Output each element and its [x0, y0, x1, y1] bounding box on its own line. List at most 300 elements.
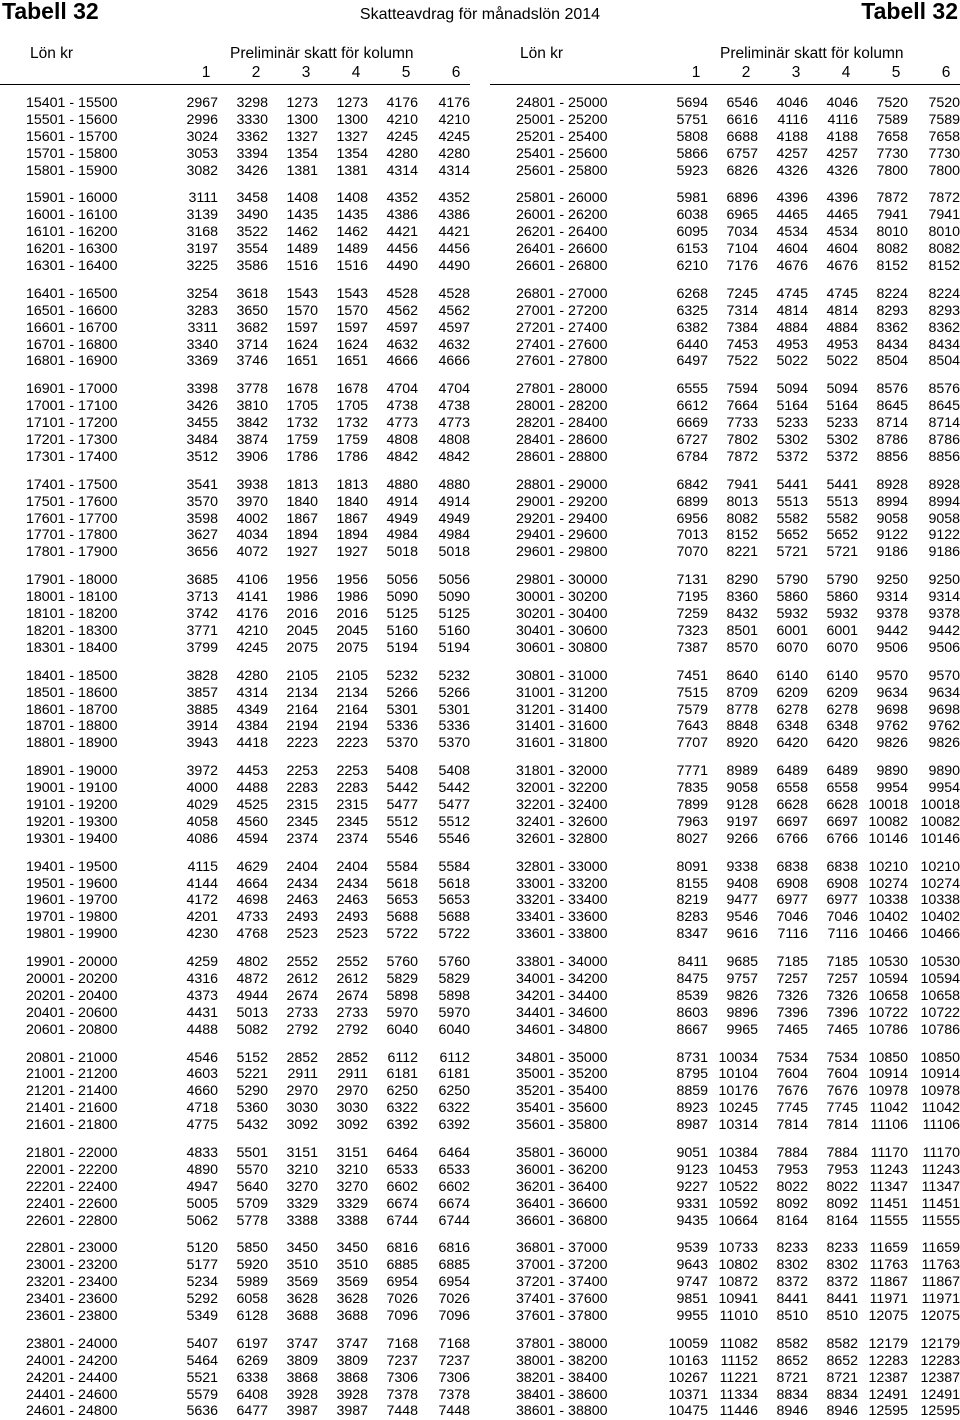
- col-number: 1: [691, 64, 701, 81]
- tax-value-col-3: 5094: [776, 381, 808, 398]
- tax-value-col-5: 6250: [386, 1083, 418, 1100]
- tax-value-col-1: 4431: [186, 1004, 218, 1021]
- table-row: [490, 146, 960, 163]
- tax-value-col-6: 9058: [928, 510, 960, 527]
- tax-value-col-1: 3685: [186, 572, 218, 589]
- tax-value-col-3: 8721: [776, 1369, 808, 1386]
- tax-value-col-4: 6489: [826, 763, 858, 780]
- salary-range: 28601 - 28800: [516, 448, 608, 465]
- tax-value-col-5: 4666: [386, 353, 418, 370]
- tax-value-col-2: 7872: [726, 448, 758, 465]
- tax-value-col-2: 8501: [726, 622, 758, 639]
- tax-value-col-5: 7872: [876, 190, 908, 207]
- table-row: [0, 971, 470, 988]
- tax-value-col-6: 8152: [928, 258, 960, 275]
- tax-value-col-2: 3618: [236, 285, 268, 302]
- tax-value-col-6: 4456: [438, 241, 470, 258]
- tax-value-col-2: 11446: [719, 1403, 758, 1420]
- tax-value-col-2: 6896: [726, 190, 758, 207]
- tax-value-col-3: 8164: [776, 1212, 808, 1229]
- tax-value-col-4: 3987: [336, 1403, 368, 1420]
- salary-range: 34801 - 35000: [516, 1049, 608, 1066]
- tax-value-col-4: 7534: [826, 1049, 858, 1066]
- salary-range: 33201 - 33400: [516, 892, 608, 909]
- tax-value-col-5: 5301: [386, 701, 418, 718]
- salary-range: 17601 - 17700: [26, 510, 118, 527]
- salary-range: 17801 - 17900: [26, 544, 118, 561]
- tax-value-col-3: 5022: [776, 353, 808, 370]
- tax-value-col-6: 4880: [438, 476, 470, 493]
- page-title: Skatteavdrag för månadslön 2014: [359, 6, 601, 23]
- tax-value-col-6: 5408: [438, 763, 470, 780]
- salary-range: 36401 - 36600: [516, 1195, 608, 1212]
- salary-range: 18801 - 18900: [26, 735, 118, 752]
- salary-range: 24201 - 24400: [26, 1369, 118, 1386]
- tax-value-col-2: 9685: [726, 954, 758, 971]
- tax-value-col-3: 6278: [776, 701, 808, 718]
- tax-value-col-1: 8283: [676, 909, 708, 926]
- tax-value-col-2: 9338: [726, 858, 758, 875]
- tax-value-col-4: 1840: [336, 493, 368, 510]
- tax-value-col-5: 11042: [869, 1100, 908, 1117]
- tax-value-col-3: 1786: [286, 448, 318, 465]
- salary-range: 15801 - 15900: [26, 162, 118, 179]
- tax-value-col-4: 1986: [336, 589, 368, 606]
- table-row: [490, 831, 960, 848]
- tax-value-col-4: 1813: [336, 476, 368, 493]
- tax-value-col-3: 6908: [776, 875, 808, 892]
- tax-value-col-1: 3053: [186, 145, 218, 162]
- table-row: [0, 544, 470, 561]
- salary-range: 17401 - 17500: [26, 476, 118, 493]
- tax-value-col-4: 1462: [336, 224, 368, 241]
- row-group: [490, 954, 960, 1038]
- tax-value-col-1: 5464: [186, 1352, 218, 1369]
- tax-value-col-4: 5441: [826, 476, 858, 493]
- tax-value-col-1: 4201: [186, 909, 218, 926]
- tax-value-col-6: 4666: [438, 353, 470, 370]
- tax-value-col-1: 7131: [676, 572, 708, 589]
- tax-value-col-5: 12491: [868, 1386, 908, 1403]
- salary-range: 16201 - 16300: [26, 241, 118, 258]
- tax-value-col-6: 10978: [920, 1083, 960, 1100]
- tax-value-col-6: 4773: [438, 415, 470, 432]
- tax-value-col-6: 9122: [928, 527, 960, 544]
- tax-value-col-1: 7013: [676, 527, 708, 544]
- salary-range: 32201 - 32400: [516, 796, 608, 813]
- tax-value-col-6: 9378: [928, 606, 960, 623]
- tax-value-col-4: 1381: [336, 162, 368, 179]
- tax-value-col-2: 5989: [236, 1274, 268, 1291]
- tax-value-col-1: 6210: [676, 258, 708, 275]
- tax-value-col-4: 1894: [336, 527, 368, 544]
- tax-value-col-5: 5090: [386, 589, 418, 606]
- table-row: [490, 814, 960, 831]
- tax-value-col-4: 5652: [826, 527, 858, 544]
- tax-value-col-1: 3512: [186, 448, 218, 465]
- salary-range: 23001 - 23200: [26, 1257, 118, 1274]
- table-row: [490, 971, 960, 988]
- tax-value-col-5: 10978: [868, 1083, 908, 1100]
- table-row: [490, 494, 960, 511]
- tax-value-col-5: 7448: [386, 1403, 418, 1420]
- tax-value-col-4: 7604: [826, 1066, 858, 1083]
- row-group: [490, 1050, 960, 1134]
- salary-range: 15901 - 16000: [26, 190, 118, 207]
- table-row: [490, 190, 960, 207]
- table-row: [490, 1240, 960, 1257]
- tax-value-col-1: 2996: [186, 111, 218, 128]
- tax-value-col-2: 4002: [236, 510, 268, 527]
- tax-value-col-4: 3329: [336, 1195, 368, 1212]
- salary-range: 19701 - 19800: [26, 909, 118, 926]
- tax-value-col-3: 2194: [286, 718, 318, 735]
- tax-value-col-4: 2075: [336, 639, 368, 656]
- tax-value-col-2: 6616: [726, 111, 758, 128]
- col-number: 4: [841, 64, 851, 81]
- tax-value-col-2: 8640: [726, 667, 758, 684]
- tax-value-col-6: 6744: [438, 1212, 470, 1229]
- tax-value-col-4: 2674: [336, 987, 368, 1004]
- salary-range: 16101 - 16200: [26, 224, 118, 241]
- tax-value-col-6: 8856: [928, 448, 960, 465]
- tax-value-col-4: 3569: [336, 1274, 368, 1291]
- tax-value-col-3: 3868: [286, 1369, 318, 1386]
- salary-range: 25601 - 25800: [516, 162, 608, 179]
- table-row: [0, 1196, 470, 1213]
- table-row: [0, 1213, 470, 1230]
- tax-value-col-1: 4029: [186, 796, 218, 813]
- tax-value-col-2: 4733: [236, 909, 268, 926]
- tax-value-col-1: 9331: [676, 1195, 708, 1212]
- row-group: [0, 1240, 470, 1324]
- tax-value-col-5: 12387: [868, 1369, 908, 1386]
- salary-range: 32801 - 33000: [516, 858, 608, 875]
- tax-value-col-4: 8092: [826, 1195, 858, 1212]
- tax-value-col-1: 3426: [186, 398, 218, 415]
- salary-range: 37401 - 37600: [516, 1291, 608, 1308]
- tax-value-col-5: 4949: [386, 510, 418, 527]
- tax-value-col-4: 8302: [826, 1257, 858, 1274]
- table-row: [0, 224, 470, 241]
- col-number: 2: [741, 64, 751, 81]
- tax-value-col-1: 8859: [676, 1083, 708, 1100]
- tax-value-col-6: 9698: [928, 701, 960, 718]
- table-row: [0, 1117, 470, 1134]
- tax-value-col-6: 5090: [438, 589, 470, 606]
- tax-value-col-2: 4488: [236, 780, 268, 797]
- tax-value-col-4: 2404: [336, 858, 368, 875]
- tax-value-col-3: 4046: [776, 95, 808, 111]
- tax-value-col-3: 1732: [286, 415, 318, 432]
- tax-value-col-3: 5860: [776, 589, 808, 606]
- table-row: [0, 129, 470, 146]
- tax-value-col-1: 7963: [676, 813, 708, 830]
- tax-value-col-3: 7534: [776, 1049, 808, 1066]
- salary-range: 23201 - 23400: [26, 1274, 118, 1291]
- tax-value-col-2: 5432: [236, 1117, 268, 1134]
- table-row: [490, 129, 960, 146]
- tax-value-col-3: 6420: [776, 735, 808, 752]
- tax-value-col-2: 7104: [726, 241, 758, 258]
- left-table-body: [0, 95, 470, 1420]
- salary-range: 18101 - 18200: [26, 606, 118, 623]
- tax-value-col-5: 7941: [876, 207, 908, 224]
- tax-value-col-3: 1408: [286, 190, 318, 207]
- tax-value-col-2: 7664: [726, 398, 758, 415]
- tax-value-col-1: 3082: [186, 162, 218, 179]
- tax-value-col-3: 7884: [776, 1144, 808, 1161]
- left-table: [0, 43, 470, 1420]
- tax-value-col-3: 4814: [776, 302, 808, 319]
- salary-range: 33001 - 33200: [516, 875, 608, 892]
- tax-value-col-2: 3650: [236, 302, 268, 319]
- tax-value-col-5: 9698: [876, 701, 908, 718]
- tax-value-col-3: 6766: [776, 830, 808, 847]
- row-group: [490, 572, 960, 656]
- tax-value-col-1: 6612: [676, 398, 708, 415]
- tax-value-col-1: 4488: [186, 1021, 218, 1038]
- table-row: [490, 432, 960, 449]
- salary-range: 26401 - 26600: [516, 241, 608, 258]
- tax-value-col-2: 3842: [236, 415, 268, 432]
- tax-value-col-1: 8539: [676, 987, 708, 1004]
- tax-value-col-2: 3394: [236, 145, 268, 162]
- tax-value-col-2: 8989: [726, 763, 758, 780]
- tax-value-col-5: 5546: [386, 830, 418, 847]
- tax-value-col-3: 2315: [286, 796, 318, 813]
- tax-value-col-6: 10658: [920, 987, 960, 1004]
- tax-value-col-3: 4257: [776, 145, 808, 162]
- tax-value-col-3: 1570: [286, 302, 318, 319]
- tax-value-col-6: 5370: [438, 735, 470, 752]
- tax-value-col-4: 6070: [826, 639, 858, 656]
- salary-range: 24001 - 24200: [26, 1352, 118, 1369]
- tax-value-col-3: 6489: [776, 763, 808, 780]
- table-row: [0, 1005, 470, 1022]
- tax-value-col-3: 2016: [286, 606, 318, 623]
- tax-value-col-6: 4421: [438, 224, 470, 241]
- tax-value-col-5: 4632: [386, 336, 418, 353]
- tax-value-col-3: 6697: [776, 813, 808, 830]
- table-row: [490, 1050, 960, 1067]
- tax-value-col-6: 10466: [920, 926, 960, 943]
- row-group: [490, 763, 960, 847]
- tax-value-col-5: 5160: [386, 622, 418, 639]
- tax-value-col-6: 4176: [438, 95, 470, 111]
- tax-value-col-5: 4245: [386, 128, 418, 145]
- tax-value-col-5: 7520: [876, 95, 908, 111]
- tax-value-col-3: 2345: [286, 813, 318, 830]
- col-number: 6: [941, 64, 951, 81]
- tax-value-col-4: 5582: [826, 510, 858, 527]
- table-row: [490, 415, 960, 432]
- tax-value-col-5: 7730: [876, 145, 908, 162]
- tax-value-col-1: 8155: [676, 875, 708, 892]
- tax-value-col-1: 3598: [186, 510, 218, 527]
- tax-value-col-2: 10104: [718, 1066, 758, 1083]
- tax-value-col-4: 3151: [336, 1144, 368, 1161]
- tax-value-col-5: 5442: [386, 780, 418, 797]
- tax-value-col-1: 2967: [186, 95, 218, 111]
- tax-value-col-2: 9128: [726, 796, 758, 813]
- table-row: [0, 780, 470, 797]
- table-row: [490, 1387, 960, 1404]
- tax-value-col-4: 8721: [826, 1369, 858, 1386]
- tax-value-col-5: 4456: [386, 241, 418, 258]
- tax-value-col-6: 7941: [928, 207, 960, 224]
- tax-value-col-6: 9890: [928, 763, 960, 780]
- tax-value-col-4: 7465: [826, 1021, 858, 1038]
- row-group: [0, 381, 470, 465]
- tax-value-col-3: 2792: [286, 1021, 318, 1038]
- tax-value-col-6: 6674: [438, 1195, 470, 1212]
- table-row: [0, 954, 470, 971]
- tax-value-col-1: 4947: [186, 1178, 218, 1195]
- tax-value-col-5: 4984: [386, 527, 418, 544]
- tax-value-col-4: 2164: [336, 701, 368, 718]
- salary-range: 25001 - 25200: [516, 111, 608, 128]
- salary-range: 27801 - 28000: [516, 381, 608, 398]
- tax-value-col-2: 8432: [726, 606, 758, 623]
- tax-value-col-6: 12491: [920, 1386, 960, 1403]
- tax-value-col-5: 9250: [876, 572, 908, 589]
- tax-value-col-1: 3024: [186, 128, 218, 145]
- tax-value-col-1: 3627: [186, 527, 218, 544]
- tax-value-col-6: 5336: [438, 718, 470, 735]
- salary-range: 23601 - 23800: [26, 1308, 118, 1324]
- salary-range: 30401 - 30600: [516, 622, 608, 639]
- tax-value-col-1: 6268: [676, 285, 708, 302]
- tax-value-col-1: 5808: [676, 128, 708, 145]
- col-number: 2: [251, 64, 261, 81]
- tax-value-col-1: 4373: [186, 987, 218, 1004]
- table-row: [0, 449, 470, 466]
- tax-value-col-1: 8219: [676, 892, 708, 909]
- tax-value-col-4: 1300: [336, 111, 368, 128]
- tax-value-col-5: 6674: [386, 1195, 418, 1212]
- tax-value-col-4: 8022: [826, 1178, 858, 1195]
- salary-range: 20001 - 20200: [26, 970, 118, 987]
- tax-value-col-4: 2493: [336, 909, 368, 926]
- table-row: [490, 1196, 960, 1213]
- tax-value-col-4: 8946: [826, 1403, 858, 1420]
- salary-range: 30801 - 31000: [516, 667, 608, 684]
- table-row: [0, 763, 470, 780]
- salary-range: 37001 - 37200: [516, 1257, 608, 1274]
- tax-value-col-6: 5301: [438, 701, 470, 718]
- table-row: [0, 1179, 470, 1196]
- tax-value-col-3: 6628: [776, 796, 808, 813]
- tax-value-col-5: 4704: [386, 381, 418, 398]
- tax-value-col-3: 4953: [776, 336, 808, 353]
- tax-value-col-5: 6885: [386, 1257, 418, 1274]
- tax-value-col-6: 12075: [920, 1308, 960, 1324]
- tax-value-col-5: 8224: [876, 285, 908, 302]
- tax-value-col-3: 8652: [776, 1352, 808, 1369]
- tax-value-col-5: 8434: [876, 336, 908, 353]
- table-row: [0, 735, 470, 752]
- tax-value-col-3: 5233: [776, 415, 808, 432]
- tax-value-col-4: 1624: [336, 336, 368, 353]
- tax-value-col-4: 5860: [826, 589, 858, 606]
- salary-range: 21001 - 21200: [26, 1066, 118, 1083]
- tax-value-col-4: 2434: [336, 875, 368, 892]
- tax-value-col-5: 8362: [876, 319, 908, 336]
- tax-value-col-5: 5829: [386, 970, 418, 987]
- table-row: [490, 1066, 960, 1083]
- salary-range: 15401 - 15500: [26, 95, 118, 111]
- tax-value-col-3: 4116: [777, 111, 808, 128]
- row-group: [490, 1240, 960, 1324]
- tax-value-col-3: 5582: [776, 510, 808, 527]
- salary-range: 19401 - 19500: [26, 858, 118, 875]
- tax-value-col-3: 1435: [286, 207, 318, 224]
- tax-value-col-3: 6838: [776, 858, 808, 875]
- row-group: [490, 1336, 960, 1420]
- tax-value-col-5: 4842: [386, 448, 418, 465]
- tax-value-col-6: 6322: [438, 1100, 470, 1117]
- salary-range: 31601 - 31800: [516, 735, 608, 752]
- tax-value-col-1: 3398: [186, 381, 218, 398]
- salary-range: 21601 - 21800: [26, 1117, 118, 1134]
- tax-value-col-4: 5022: [826, 353, 858, 370]
- salary-range: 24401 - 24600: [26, 1386, 118, 1403]
- tax-value-col-2: 10245: [718, 1100, 758, 1117]
- tax-value-col-5: 11106: [870, 1117, 908, 1134]
- salary-range: 26001 - 26200: [516, 207, 608, 224]
- salary-range: 23401 - 23600: [26, 1291, 118, 1308]
- tax-value-col-2: 7384: [726, 319, 758, 336]
- tax-value-col-3: 7953: [776, 1161, 808, 1178]
- tax-value-col-4: 7676: [826, 1083, 858, 1100]
- table-row: [0, 702, 470, 719]
- tax-value-col-4: 7814: [826, 1117, 858, 1134]
- tax-value-col-1: 10059: [668, 1335, 708, 1352]
- tax-value-col-6: 6885: [438, 1257, 470, 1274]
- tax-value-col-6: 5829: [438, 970, 470, 987]
- row-group: [0, 763, 470, 847]
- tax-value-col-5: 9570: [876, 667, 908, 684]
- table-row: [490, 1005, 960, 1022]
- salary-range: 36801 - 37000: [516, 1240, 608, 1257]
- table-row: [490, 477, 960, 494]
- tax-value-col-5: 4880: [386, 476, 418, 493]
- tax-value-col-5: 5232: [386, 667, 418, 684]
- tax-value-col-3: 1489: [286, 241, 318, 258]
- tax-value-col-4: 2852: [336, 1049, 368, 1066]
- tax-value-col-2: 4768: [236, 926, 268, 943]
- tax-value-col-2: 11010: [719, 1308, 758, 1324]
- tax-value-col-4: 1408: [336, 190, 368, 207]
- tax-value-col-5: 11243: [869, 1161, 908, 1178]
- table-title-left: Tabell 32: [2, 0, 99, 24]
- tax-value-col-6: 4562: [438, 302, 470, 319]
- salary-range: 35401 - 35600: [516, 1100, 608, 1117]
- tax-value-col-3: 8441: [776, 1291, 808, 1308]
- tax-value-col-1: 4546: [186, 1049, 218, 1066]
- salary-range: 26201 - 26400: [516, 224, 608, 241]
- table-row: [0, 398, 470, 415]
- tax-value-col-3: 2283: [286, 780, 318, 797]
- tax-value-col-3: 3510: [286, 1257, 318, 1274]
- tax-value-col-6: 6181: [438, 1066, 470, 1083]
- tax-value-col-5: 5653: [386, 892, 418, 909]
- salary-range: 16401 - 16500: [26, 285, 118, 302]
- tax-value-col-1: 5005: [186, 1195, 218, 1212]
- tax-value-col-5: 9762: [876, 718, 908, 735]
- tax-value-col-5: 10402: [868, 909, 908, 926]
